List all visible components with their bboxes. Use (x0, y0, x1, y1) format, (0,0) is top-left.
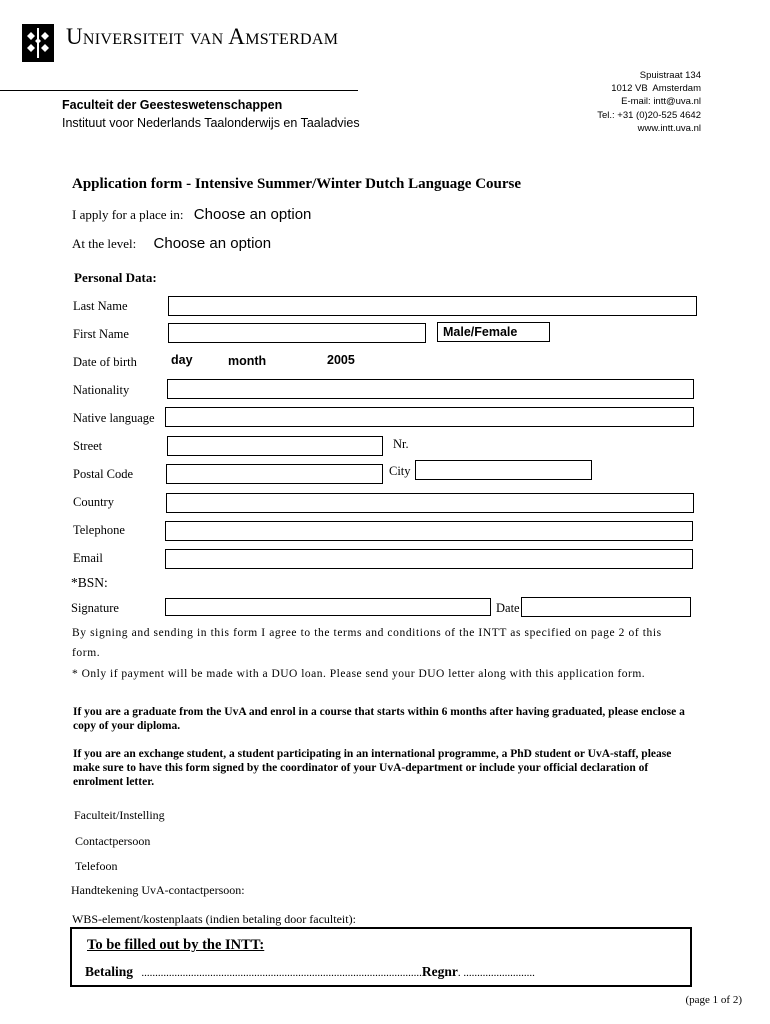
intt-heading: To be filled out by the INTT: (87, 937, 265, 953)
last-name-label: Last Name (73, 299, 128, 313)
dob-month-input[interactable]: month (228, 354, 267, 368)
payment-row (85, 964, 535, 980)
gender-select[interactable]: Male/Female (437, 322, 550, 342)
uva-logo (22, 24, 54, 62)
exchange-note: If you are an exchange student, a student participating in an international programme, a PhD student or UvA-staff, please make sure to have this form signed by the coordinator of your UvA-department or include your official declaration of enrolment letter. (73, 748, 672, 788)
country-input[interactable] (166, 493, 694, 513)
address-line: 1012 VB Amsterdam (611, 83, 701, 95)
level-select[interactable]: Choose an option (153, 235, 272, 252)
city-input[interactable] (415, 460, 592, 480)
date-input[interactable] (521, 597, 691, 617)
contact-label: Contactpersoon (75, 834, 151, 848)
nationality-label: Nationality (73, 383, 130, 397)
city-label: City (389, 464, 411, 478)
address-line: Spuistraat 134 (639, 70, 701, 81)
telephone-input[interactable] (165, 521, 693, 541)
phone-label: Telefoon (75, 859, 118, 873)
first-name-input[interactable] (168, 323, 426, 343)
page-number: (page 1 of 2) (685, 994, 742, 1006)
house-number-label: Nr. (393, 437, 409, 451)
apply-select[interactable]: Choose an option (193, 206, 312, 223)
native-language-label: Native language (73, 411, 155, 425)
first-name-label: First Name (73, 327, 129, 341)
payment-dots: ...................................................................................................... (141, 967, 422, 979)
faculty-name: Faculteit der Geesteswetenschappen (62, 98, 283, 112)
postal-code-label: Postal Code (73, 467, 134, 481)
graduate-note: If you are a graduate from the UvA and enrol in a course that starts within 6 months after having graduated, please enclose a copy of your diploma. (73, 706, 685, 732)
university-name: Universiteit van Amsterdam (66, 24, 339, 49)
telephone-label: Telephone (73, 523, 125, 537)
agreement-text: By signing and sending in this form I agree to the terms and conditions of the INTT as specified on page 2 of this form. (72, 627, 662, 659)
regnr-label: Regnr (421, 964, 458, 979)
level-row (72, 235, 271, 252)
regnr-dots: . .......................... (457, 967, 535, 979)
contact-signature-label: Handtekening UvA-contactpersoon: (71, 883, 245, 897)
dob-label: Date of birth (73, 355, 137, 369)
payment-label: Betaling (85, 964, 134, 979)
date-label: Date (496, 601, 520, 615)
email-input[interactable] (165, 549, 693, 569)
last-name-input[interactable] (168, 296, 697, 316)
country-label: Country (73, 495, 114, 509)
native-language-input[interactable] (165, 407, 694, 427)
form-title: Application form - Intensive Summer/Winter Dutch Language Course (72, 176, 522, 192)
personal-data-heading: Personal Data: (74, 270, 157, 285)
website-link[interactable]: www.intt.uva.nl (637, 122, 701, 134)
email-label: Email (73, 551, 103, 565)
address-block (597, 69, 701, 135)
level-label: At the level: (72, 236, 137, 251)
street-label: Street (73, 439, 103, 453)
email-link[interactable]: E-mail: intt@uva.nl (621, 96, 701, 108)
postal-code-input[interactable] (166, 464, 383, 484)
header-divider (0, 90, 358, 91)
dob-day-input[interactable]: day (171, 353, 193, 367)
nationality-input[interactable] (167, 379, 694, 399)
institute-name: Instituut voor Nederlands Taalonderwijs en Taaladvies (62, 116, 360, 130)
phone-line: Tel.: +31 (0)20-525 4642 (597, 109, 701, 121)
signature-field[interactable] (165, 598, 491, 616)
wbs-label: WBS-element/kostenplaats (indien betaling door faculteit): (72, 912, 356, 926)
intt-box (70, 927, 692, 987)
apply-row (72, 206, 311, 223)
dob-year-input[interactable]: 2005 (327, 353, 355, 367)
bsn-label: *BSN: (71, 575, 108, 590)
apply-label: I apply for a place in: (72, 207, 184, 222)
signature-label: Signature (71, 601, 119, 615)
street-input[interactable] (167, 436, 383, 456)
faculty-label: Faculteit/Instelling (74, 808, 165, 822)
duo-note: * Only if payment will be made with a DUO loan. Please send your DUO letter along with this application form. (72, 668, 646, 680)
